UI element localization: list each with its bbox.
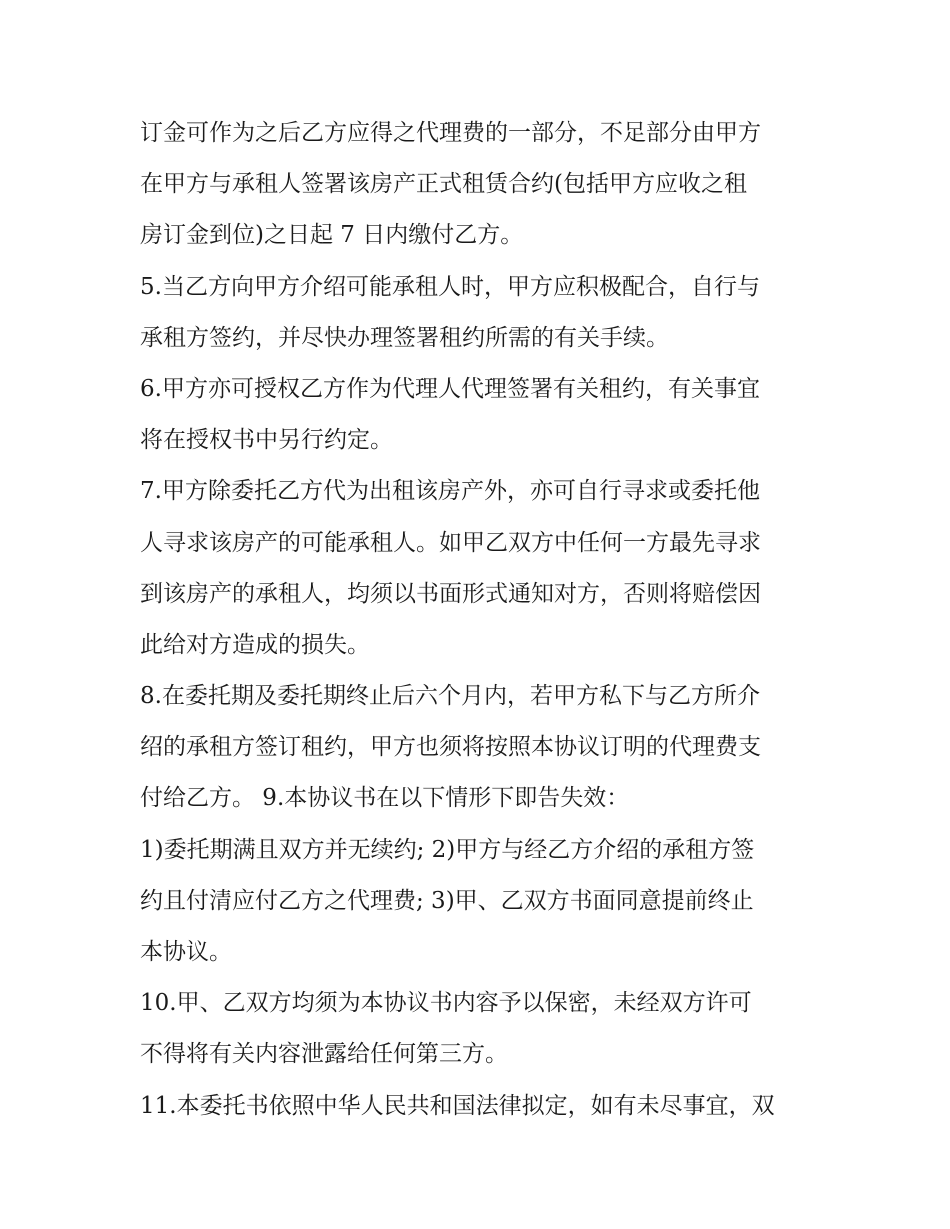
text-line: 在甲方与承租人签署该房产正式租赁合约(包括甲方应收之租 bbox=[140, 171, 747, 198]
text-line: 此给对方造成的损失。 bbox=[140, 631, 370, 658]
text-line: 将在授权书中另行约定。 bbox=[140, 427, 393, 454]
text-line: 本协议。 bbox=[140, 939, 232, 965]
text-line: 承租方签约，并尽快办理签署租约所需的有关手续。 bbox=[140, 324, 669, 351]
text-line: 6.甲方亦可授权乙方作为代理人代理签署有关租约，有关事宜 bbox=[140, 375, 760, 402]
text-line: 5.当乙方向甲方介绍可能承租人时，甲方应积极配合，自行与 bbox=[140, 273, 760, 300]
document-body bbox=[140, 108, 830, 1132]
text-line: 房订金到位)之日起 7 日内缴付乙方。 bbox=[140, 222, 524, 249]
text-line: 绍的承租方签订租约，甲方也须将按照本协议订明的代理费支 bbox=[140, 734, 761, 761]
text-line: 约且付清应付乙方之代理费; 3)甲、乙双方书面同意提前终止 bbox=[140, 887, 754, 914]
text-line: 10.甲、乙双方均须为本协议书内容予以保密，未经双方许可 bbox=[140, 990, 752, 1017]
text-line: 11.本委托书依照中华人民共和国法律拟定，如有未尽事宜，双 bbox=[140, 1092, 775, 1119]
text-line: 7.甲方除委托乙方代为出租该房产外，亦可自行寻求或委托他 bbox=[140, 478, 760, 505]
text-line: 1)委托期满且双方并无续约; 2)甲方与经乙方介绍的承租方签 bbox=[140, 836, 755, 863]
text-line: 付给乙方。 9.本协议书在以下情形下即告失效： bbox=[140, 785, 630, 812]
text-line: 人寻求该房产的可能承租人。如甲乙双方中任何一方最先寻求 bbox=[140, 529, 761, 556]
text-line: 到该房产的承租人，均须以书面形式通知对方，否则将赔偿因 bbox=[140, 580, 761, 607]
text-line: 不得将有关内容泄露给任何第三方。 bbox=[140, 1041, 508, 1068]
text-line: 8.在委托期及委托期终止后六个月内，若甲方私下与乙方所介 bbox=[140, 683, 760, 710]
text-line: 订金可作为之后乙方应得之代理费的一部分，不足部分由甲方 bbox=[140, 120, 761, 146]
